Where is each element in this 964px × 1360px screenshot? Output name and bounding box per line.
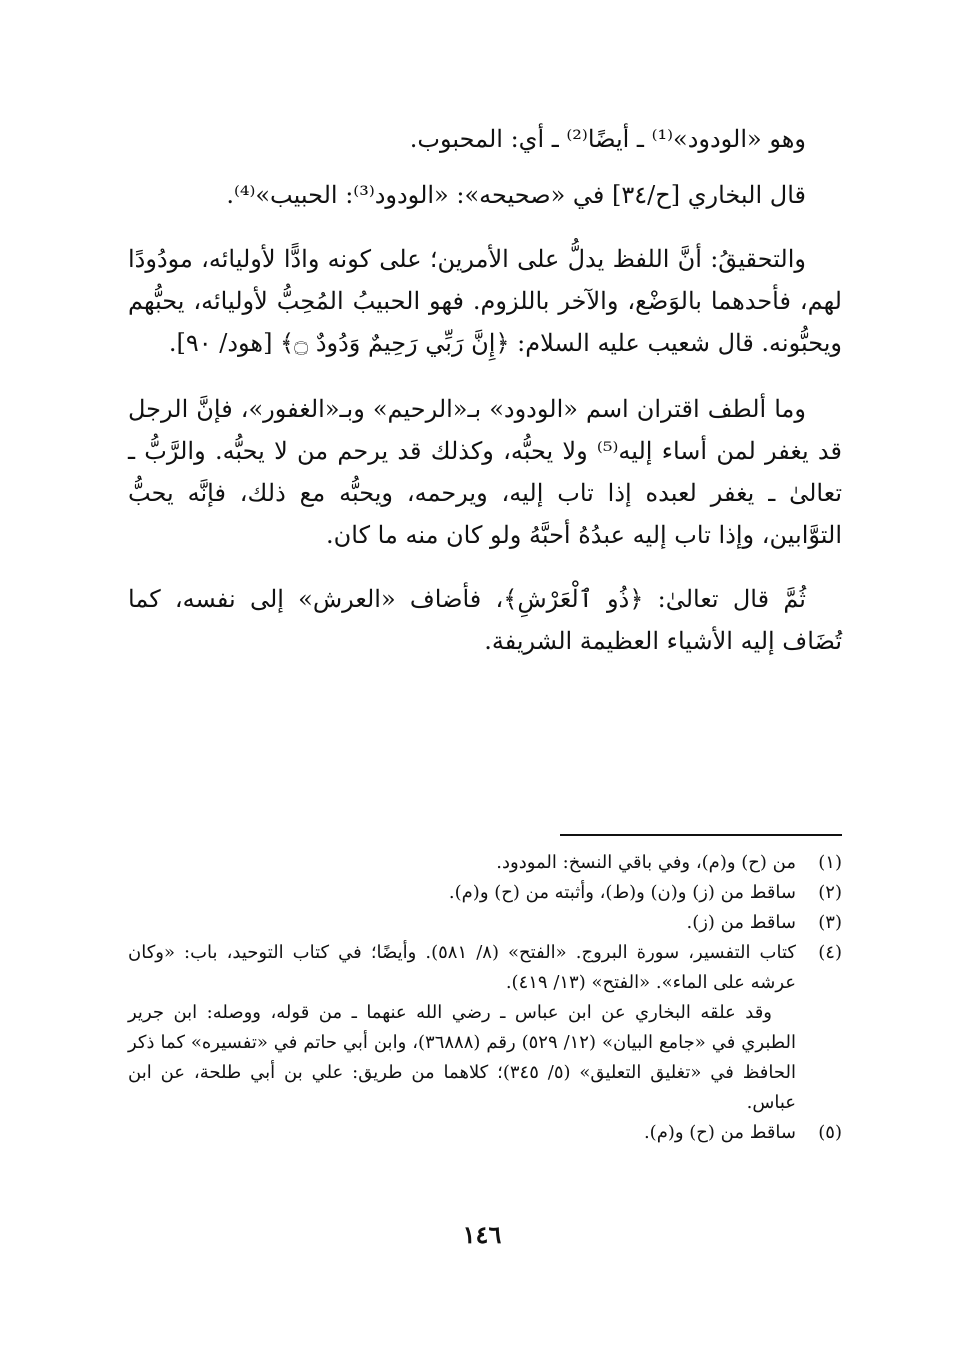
footnote-5 <box>128 1118 842 1148</box>
footnote-number: (٢) <box>818 882 842 903</box>
page-number: ١٤٦ <box>462 1220 502 1249</box>
footnote-3 <box>128 908 842 938</box>
paragraph-2: قال البخاري [ح/٣٤] في «صحيحه»: «الودود⁽³⁾: الحبيب»⁽⁴⁾. <box>226 181 806 209</box>
footnote-4 <box>128 938 842 998</box>
footnote-number: (٤) <box>818 942 842 963</box>
footnote-2 <box>128 878 842 908</box>
footnote-text: ساقط من (ز) و(ن) و(ط)، وأثبته من (ح) و(م). <box>448 882 796 903</box>
footnote-number: (٥) <box>818 1122 842 1143</box>
main-text <box>128 118 843 1143</box>
paragraph-5: ثُمَّ قال تعالىٰ: ﴿ذُو ٱلْعَرْشِ﴾، فأضاف «العرش» إلى نفسه، كما تُضَاف إليه الأشياء العظيمة الشريفة. <box>128 585 842 655</box>
paragraph-3: والتحقيقُ: أنَّ اللفظ يدلُّ على الأمرين؛ على كونه وادًّا لأوليائه، مودُودًا لهم، فأحدهما بالوَضْع، والآخر باللزوم. فهو الحبيبُ المُحِبُّ لأوليائه، يحبُّهم ويحبُّونه. قال شعيب عليه السلام: ﴿إِنَّ رَبِّي رَحِيمٌ وَدُودٌ ۝﴾ [هود/ ٩٠]. <box>128 245 842 357</box>
paragraph-1: وهو «الودود»⁽¹⁾ ـ أيضًا⁽²⁾ ـ أي: المحبوب. <box>409 125 806 153</box>
footnotes <box>128 848 842 1148</box>
paragraph-4: وما ألطف اقتران اسم «الودود» بـ«الرحيم» وبـ«الغفور»، فإنَّ الرجل قد يغفر لمن أساء إليه⁽⁵⁾ ولا يحبُّه، وكذلك قد يرحم من لا يحبُّه. والرَّبُّ ـ تعالىٰ ـ يغفر لعبده إذا تاب إليه، ويرحمه، ويحبُّه مع ذلك، فإنَّه يحبُّ التوَّابين، وإذا تاب إليه عبدُهُ أحبَّهُ ولو كان منه ما كان. <box>128 395 843 549</box>
footnote-text: ساقط من (ز). <box>686 912 796 933</box>
footnote-text: من (ح) و(م)، وفي باقي النسخ: المودود. <box>496 852 796 873</box>
footnote-1 <box>128 848 842 878</box>
footnote-divider <box>560 834 842 836</box>
footnote-text: كتاب التفسير، سورة البروج. «الفتح» (٨/ ٥٨١). وأيضًا؛ في كتاب التوحيد، باب: «وكان عرشه على الماء». «الفتح» (١٣/ ٤١٩). <box>128 942 796 993</box>
footnote-4-continuation: وقد علقه البخاري عن ابن عباس ـ رضي الله عنهما ـ من قوله، ووصله: ابن جرير الطبري في «جامع البيان» (١٢/ ٥٢٩) رقم (٣٦٨٨٨)، وابن أبي حاتم في «تفسيره» كما ذكر الحافظ في «تغليق التعليق» (٥/ ٣٤٥)؛ كلاهما من طريق: علي بن أبي طلحة، عن ابن عباس. <box>128 1002 797 1113</box>
footnote-number: (١) <box>818 852 842 873</box>
footnote-number: (٣) <box>818 912 842 933</box>
footnote-text: ساقط من (ح) و(م). <box>643 1122 796 1143</box>
